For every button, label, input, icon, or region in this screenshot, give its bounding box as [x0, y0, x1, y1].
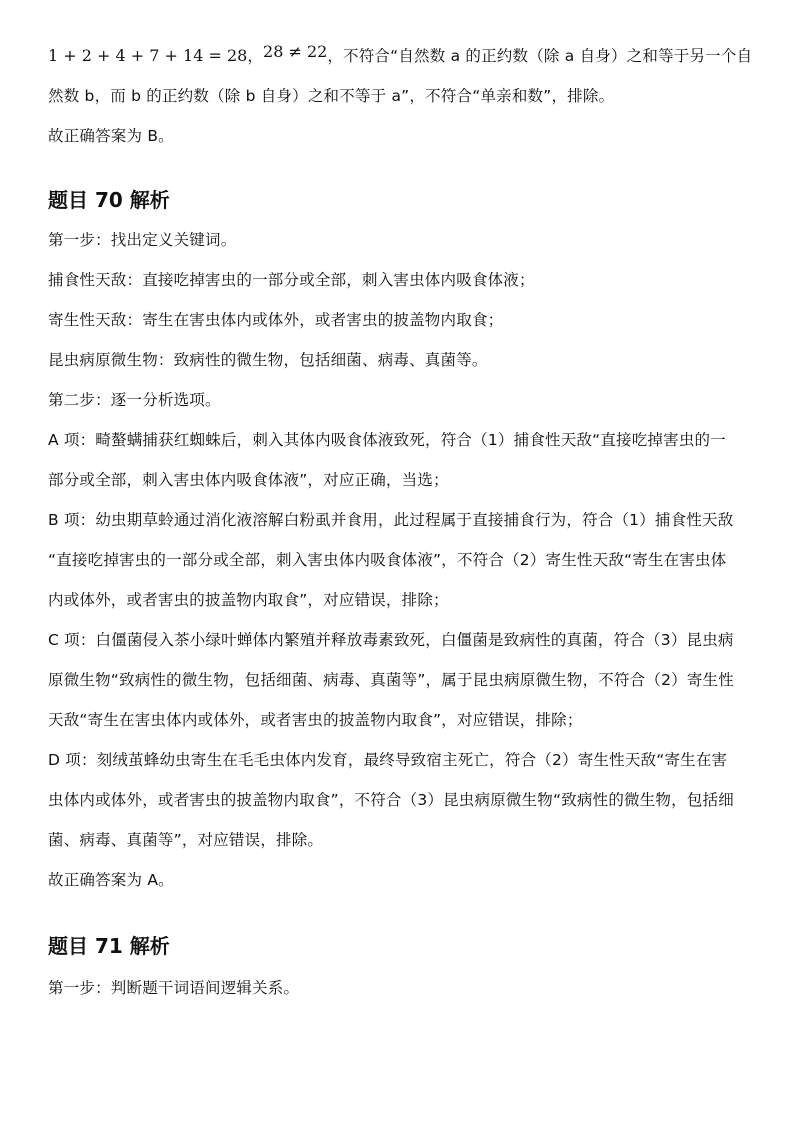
q70-line: 第一步：找出定义关键词。	[48, 231, 237, 249]
section-body-q70	[48, 220, 756, 900]
q70-line: 捕食性天敌：直接吃掉害虫的一部分或全部，刺入害虫体内吸食体液；	[48, 271, 535, 289]
math-separator: ，	[247, 47, 264, 65]
q70-line: 内或体外，或者害虫的披盖物内取食”，对应错误，排除；	[48, 591, 449, 609]
q70-line: 天敌“寄生在害虫体内或体外，或者害虫的披盖物内取食”，对应错误，排除；	[48, 711, 583, 729]
prev-tail-line-1-text: ，不符合“自然数 a 的正约数（除 a 自身）之和等于另一个自	[327, 47, 753, 65]
q70-line: D 项：刻绒茧蜂幼虫寄生在毛毛虫体内发育，最终导致宿主死亡，符合（2）寄生性天敌“寄生在害	[48, 751, 728, 769]
section-heading-q71: 题目 71 解析	[48, 934, 170, 958]
q70-line: “直接吃掉害虫的一部分或全部，刺入害虫体内吸食体液”，不符合（2）寄生性天敌“寄生在害虫体	[48, 551, 727, 569]
q70-line: A 项：畸螯螨捕获红蜘蛛后，刺入其体内吸食体液致死，符合（1）捕食性天敌“直接吃掉害虫的一	[48, 431, 726, 449]
prev-tail-line-2: 然数 b，而 b 的正约数（除 b 自身）之和不等于 a”，不符合“单亲和数”，排除。	[48, 87, 615, 105]
q71-line: 第一步：判断题干词语间逻辑关系。	[48, 979, 300, 997]
q70-line: 虫体内或体外，或者害虫的披盖物内取食”，不符合（3）昆虫病原微生物“致病性的微生物，包括细	[48, 791, 734, 809]
q70-line: 昆虫病原微生物：致病性的微生物，包括细菌、病毒、真菌等。	[48, 351, 488, 369]
prev-answer-line: 故正确答案为 B。	[48, 127, 174, 145]
q70-line: 原微生物“致病性的微生物，包括细菌、病毒、真菌等”，属于昆虫病原微生物，不符合（2）寄生性	[48, 671, 734, 689]
math-sum-expression: 1 + 2 + 4 + 7 + 14 = 28	[48, 46, 248, 65]
q70-line: C 项：白僵菌侵入茶小绿叶蝉体内繁殖并释放毒素致死，白僵菌是致病性的真菌，符合（3）昆虫病	[48, 631, 734, 649]
q70-line: 寄生性天敌：寄生在害虫体内或体外，或者害虫的披盖物内取食；	[48, 311, 504, 329]
math-inequality-expression: 28 ≠ 22	[263, 42, 328, 61]
q70-line: 菌、病毒、真菌等”，对应错误，排除。	[48, 831, 324, 849]
section-heading-q70: 题目 70 解析	[48, 188, 170, 212]
section-body-q71	[48, 968, 756, 1008]
prev-tail-line-1	[48, 36, 756, 76]
q70-line: 部分或全部，刺入害虫体内吸食体液”，对应正确，当选；	[48, 471, 449, 489]
document-page	[48, 36, 756, 1008]
q70-line: B 项：幼虫期草蛉通过消化液溶解白粉虱并食用，此过程属于直接捕食行为，符合（1）捕食性天敌	[48, 511, 734, 529]
q70-line: 第二步：逐一分析选项。	[48, 391, 221, 409]
q70-answer-line: 故正确答案为 A。	[48, 871, 174, 889]
